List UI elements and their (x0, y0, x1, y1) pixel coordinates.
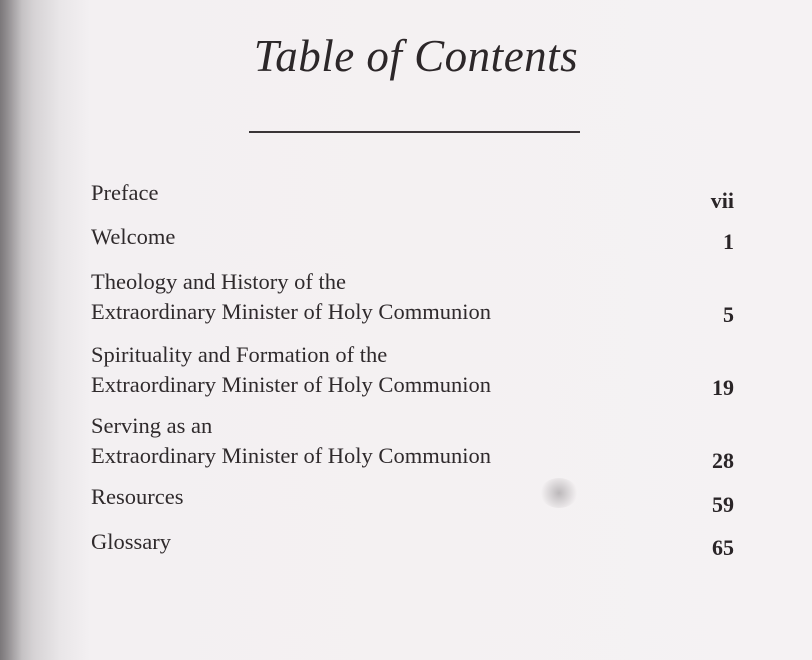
toc-entry-resources (91, 482, 741, 512)
title-divider (249, 131, 580, 133)
spine-shadow (0, 0, 22, 660)
toc-entry-label-line2: Extraordinary Minister of Holy Communion (91, 299, 491, 324)
toc-page-number: vii (710, 188, 734, 213)
toc-page-number: 59 (712, 492, 734, 517)
toc-entry-spirituality-formation (91, 340, 741, 400)
toc-page-number: 19 (712, 375, 734, 400)
toc-page-number: 5 (723, 302, 734, 327)
toc-entry-label-line2: Extraordinary Minister of Holy Communion (91, 443, 491, 468)
toc-entry-label: Glossary (91, 529, 171, 554)
toc-page-number: 65 (712, 535, 734, 560)
toc-entry-serving (91, 411, 741, 471)
page-title: Table of Contents (253, 31, 579, 81)
toc-entry-glossary (91, 527, 741, 557)
paper-smudge (540, 478, 578, 508)
toc-entry-theology-history (91, 267, 741, 327)
toc-entry-label-line2: Extraordinary Minister of Holy Communion (91, 372, 491, 397)
toc-entry-label: Resources (91, 484, 184, 509)
toc-entry-label-line1: Serving as an (91, 413, 213, 438)
toc-entry-preface (91, 178, 741, 208)
toc-entry-label-line1: Spirituality and Formation of the (91, 342, 388, 367)
toc-entry-label: Preface (91, 180, 159, 205)
toc-entry-welcome (91, 222, 741, 252)
toc-entry-label: Welcome (91, 224, 176, 249)
toc-page-number: 1 (723, 229, 734, 254)
toc-page-number: 28 (712, 448, 734, 473)
toc-entry-label-line1: Theology and History of the (91, 269, 346, 294)
